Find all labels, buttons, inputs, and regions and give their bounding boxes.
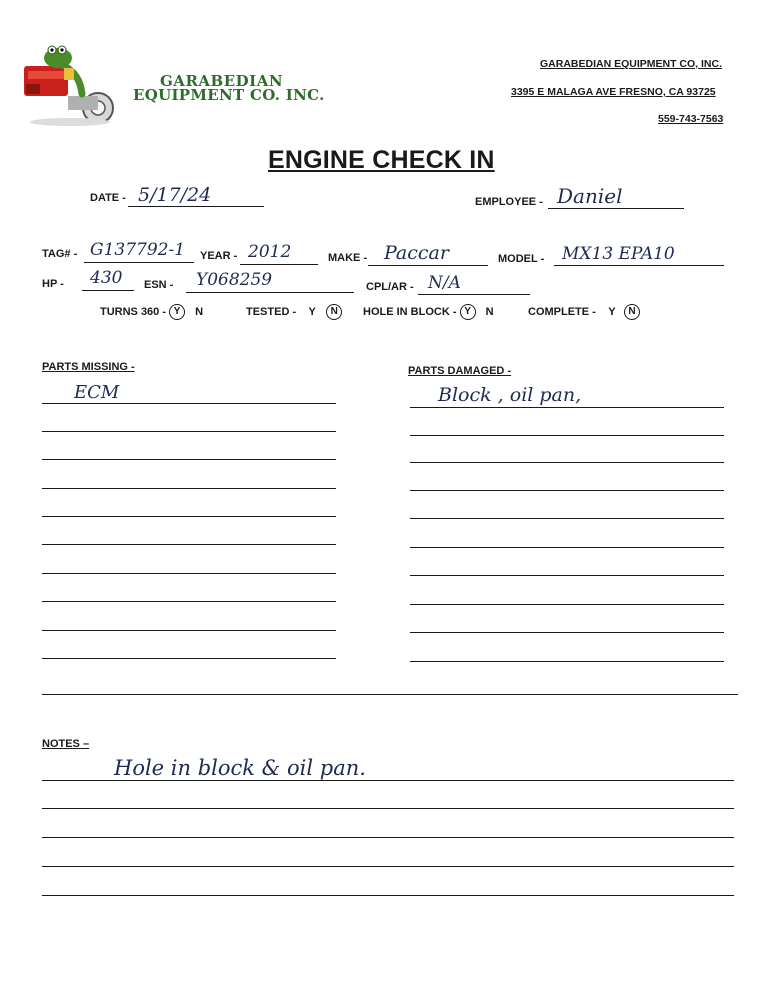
parts-damaged-line	[410, 661, 724, 662]
turns-360-option[interactable]	[100, 304, 206, 320]
hp-field[interactable]: 430	[90, 268, 123, 288]
hole-in-block-yes-selected[interactable]: Y	[460, 304, 476, 320]
employee-line	[548, 208, 684, 209]
section-divider	[42, 694, 738, 695]
esn-line	[186, 292, 354, 293]
logo-text-line2: EQUIPMENT CO. INC.	[133, 86, 325, 104]
complete-option[interactable]	[528, 304, 640, 320]
parts-missing-entry[interactable]: ECM	[74, 382, 120, 403]
parts-damaged-line	[410, 407, 724, 408]
tested-yes[interactable]: Y	[308, 306, 316, 318]
tag-line	[84, 262, 194, 263]
notes-line	[42, 808, 734, 809]
parts-missing-line	[42, 516, 336, 517]
notes-line	[42, 837, 734, 838]
model-field[interactable]: MX13 EPA10	[562, 244, 675, 264]
make-field[interactable]: Paccar	[384, 242, 449, 264]
notes-entry[interactable]: Hole in block & oil pan.	[114, 756, 366, 780]
esn-field[interactable]: Y068259	[196, 270, 273, 290]
complete-label: COMPLETE -	[528, 306, 596, 318]
employee-field[interactable]: Daniel	[557, 184, 623, 208]
notes-line	[42, 866, 734, 867]
parts-damaged-entry[interactable]: Block , oil pan,	[438, 384, 582, 406]
complete-no-selected[interactable]: N	[624, 304, 640, 320]
company-logo	[20, 38, 120, 128]
company-name: GARABEDIAN EQUIPMENT CO, INC.	[540, 58, 723, 70]
model-label: MODEL -	[498, 253, 545, 265]
esn-label: ESN -	[144, 279, 174, 291]
frog-mascot-icon	[20, 38, 120, 128]
year-line	[240, 264, 318, 265]
parts-missing-line	[42, 459, 336, 460]
employee-label: EMPLOYEE -	[475, 196, 543, 208]
model-line	[554, 265, 724, 266]
notes-line	[42, 780, 734, 781]
company-address: 3395 E MALAGA AVE FRESNO, CA 93725	[511, 86, 716, 98]
turns-360-yes-selected[interactable]: Y	[169, 304, 185, 320]
parts-missing-line	[42, 573, 336, 574]
turns-360-no[interactable]: N	[195, 306, 204, 318]
turns-360-label: TURNS 360 -	[100, 306, 167, 318]
tested-label: TESTED -	[246, 306, 297, 318]
logo-text-line1: GARABEDIAN	[160, 72, 284, 90]
year-label: YEAR -	[200, 250, 238, 262]
parts-missing-line	[42, 658, 336, 659]
notes-label: NOTES –	[42, 738, 90, 750]
parts-missing-line	[42, 403, 336, 404]
cplar-label: CPL/AR -	[366, 281, 414, 293]
cplar-field[interactable]: N/A	[428, 273, 461, 293]
make-label: MAKE -	[328, 252, 368, 264]
complete-yes[interactable]: Y	[608, 306, 616, 318]
parts-missing-line	[42, 488, 336, 489]
parts-damaged-line	[410, 435, 724, 436]
hp-line	[82, 290, 134, 291]
date-line	[128, 206, 264, 207]
hp-label: HP -	[42, 278, 64, 290]
parts-missing-line	[42, 630, 336, 631]
parts-damaged-line	[410, 575, 724, 576]
parts-missing-line	[42, 431, 336, 432]
parts-damaged-line	[410, 462, 724, 463]
hole-in-block-option[interactable]	[363, 304, 497, 320]
tested-no-selected[interactable]: N	[326, 304, 342, 320]
date-field[interactable]: 5/17/24	[138, 184, 212, 206]
make-line	[368, 265, 488, 266]
parts-damaged-line	[410, 490, 724, 491]
parts-missing-line	[42, 544, 336, 545]
company-phone: 559-743-7563	[658, 113, 724, 125]
hole-in-block-label: HOLE IN BLOCK -	[363, 306, 457, 318]
date-label: DATE -	[90, 192, 126, 204]
tag-field[interactable]: G137792-1	[90, 240, 186, 260]
tested-option[interactable]	[246, 304, 342, 320]
page-title: ENGINE CHECK IN	[268, 146, 495, 174]
cplar-line	[418, 294, 530, 295]
notes-line	[42, 895, 734, 896]
parts-damaged-line	[410, 632, 724, 633]
hole-in-block-no[interactable]: N	[485, 306, 494, 318]
parts-missing-label: PARTS MISSING -	[42, 361, 135, 373]
parts-damaged-line	[410, 518, 724, 519]
year-field[interactable]: 2012	[248, 242, 292, 262]
parts-damaged-label: PARTS DAMAGED -	[408, 365, 512, 377]
parts-damaged-line	[410, 604, 724, 605]
parts-missing-line	[42, 601, 336, 602]
parts-damaged-line	[410, 547, 724, 548]
tag-label: TAG# -	[42, 248, 78, 260]
